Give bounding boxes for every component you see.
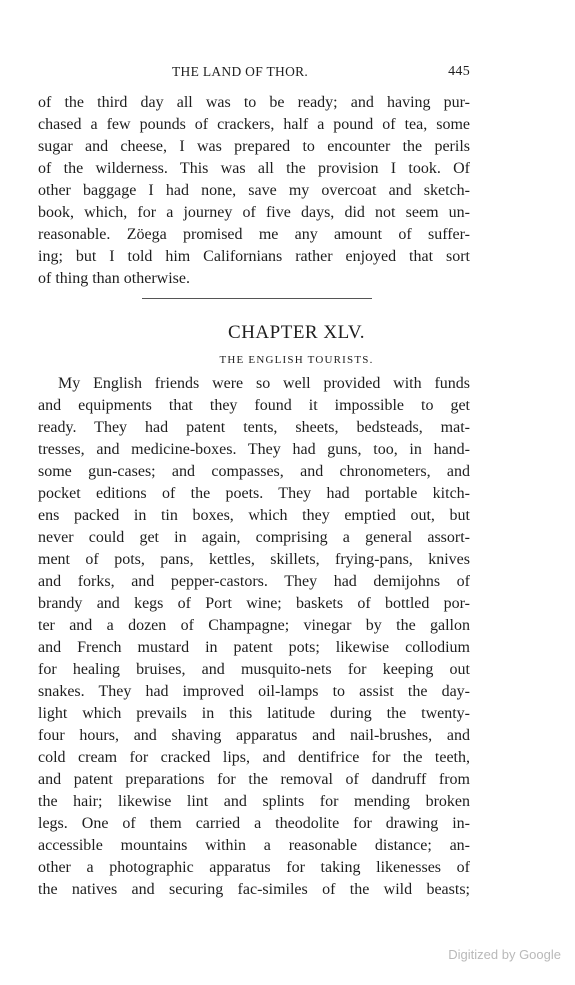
text-line: other a photographic apparatus for taking likenesses of	[38, 859, 470, 876]
text-line: book, which, for a journey of five days, did not seem un-	[38, 204, 470, 221]
text-line: accessible mountains within a reasonable distance; an-	[38, 837, 470, 854]
text-line: of thing than otherwise.	[38, 270, 190, 287]
text-line: pocket editions of the poets. They had portable kitch-	[38, 485, 470, 502]
text-line: chased a few pounds of crackers, half a pound of tea, some	[38, 116, 470, 133]
text-line: ens packed in tin boxes, which they emptied out, but	[38, 507, 470, 524]
text-line: tresses, and medicine-boxes. They had guns, too, in hand-	[38, 441, 470, 458]
digitized-watermark: Digitized by Google	[448, 947, 561, 962]
chapter-subtitle: THE ENGLISH TOURISTS.	[219, 354, 374, 366]
text-line: never could get in again, comprising a general assort-	[38, 529, 470, 546]
text-line: ready. They had patent tents, sheets, bedsteads, mat-	[38, 419, 470, 436]
text-line: and patent preparations for the removal of dandruff from	[38, 771, 470, 788]
text-line: for healing bruises, and musquito-nets for keeping out	[38, 661, 470, 678]
chapter-paragraph	[38, 373, 470, 901]
text-line: brandy and kegs of Port wine; baskets of bottled por-	[38, 595, 470, 612]
chapter-title: CHAPTER XLV.	[228, 322, 365, 343]
text-line: My English friends were so well provided with funds	[58, 375, 470, 392]
page-number: 445	[448, 64, 470, 79]
text-line: of the wilderness. This was all the provision I took. Of	[38, 160, 470, 177]
text-line: light which prevails in this latitude during the twenty-	[38, 705, 470, 722]
text-line: of the third day all was to be ready; and having pur-	[38, 94, 470, 111]
text-line: and French mustard in patent pots; likewise collodium	[38, 639, 470, 656]
text-line: four hours, and shaving apparatus and nail-brushes, and	[38, 727, 470, 744]
text-line: the natives and securing fac-similes of the wild beasts;	[38, 881, 470, 898]
text-line: sugar and cheese, I was prepared to encounter the perils	[38, 138, 470, 155]
page-header	[38, 64, 470, 86]
text-line: other baggage I had none, save my overcoat and sketch-	[38, 182, 470, 199]
text-line: cold cream for cracked lips, and dentifrice for the teeth,	[38, 749, 470, 766]
text-line: reasonable. Zöega promised me any amount of suffer-	[38, 226, 470, 243]
text-line: ing; but I told him Californians rather enjoyed that sort	[38, 248, 470, 265]
text-line: and forks, and pepper-castors. They had demijohns of	[38, 573, 470, 590]
text-line: ter and a dozen of Champagne; vinegar by the gallon	[38, 617, 470, 634]
text-line: legs. One of them carried a theodolite for drawing in-	[38, 815, 470, 832]
text-line: snakes. They had improved oil-lamps to assist the day-	[38, 683, 470, 700]
text-line: and equipments that they found it impossible to get	[38, 397, 470, 414]
text-line: some gun-cases; and compasses, and chronometers, and	[38, 463, 470, 480]
continuation-paragraph	[38, 92, 470, 290]
running-head: THE LAND OF THOR.	[172, 64, 309, 79]
text-line: ment of pots, pans, kettles, skillets, frying-pans, knives	[38, 551, 470, 568]
text-line: the hair; likewise lint and splints for mending broken	[38, 793, 470, 810]
section-divider	[142, 298, 372, 299]
